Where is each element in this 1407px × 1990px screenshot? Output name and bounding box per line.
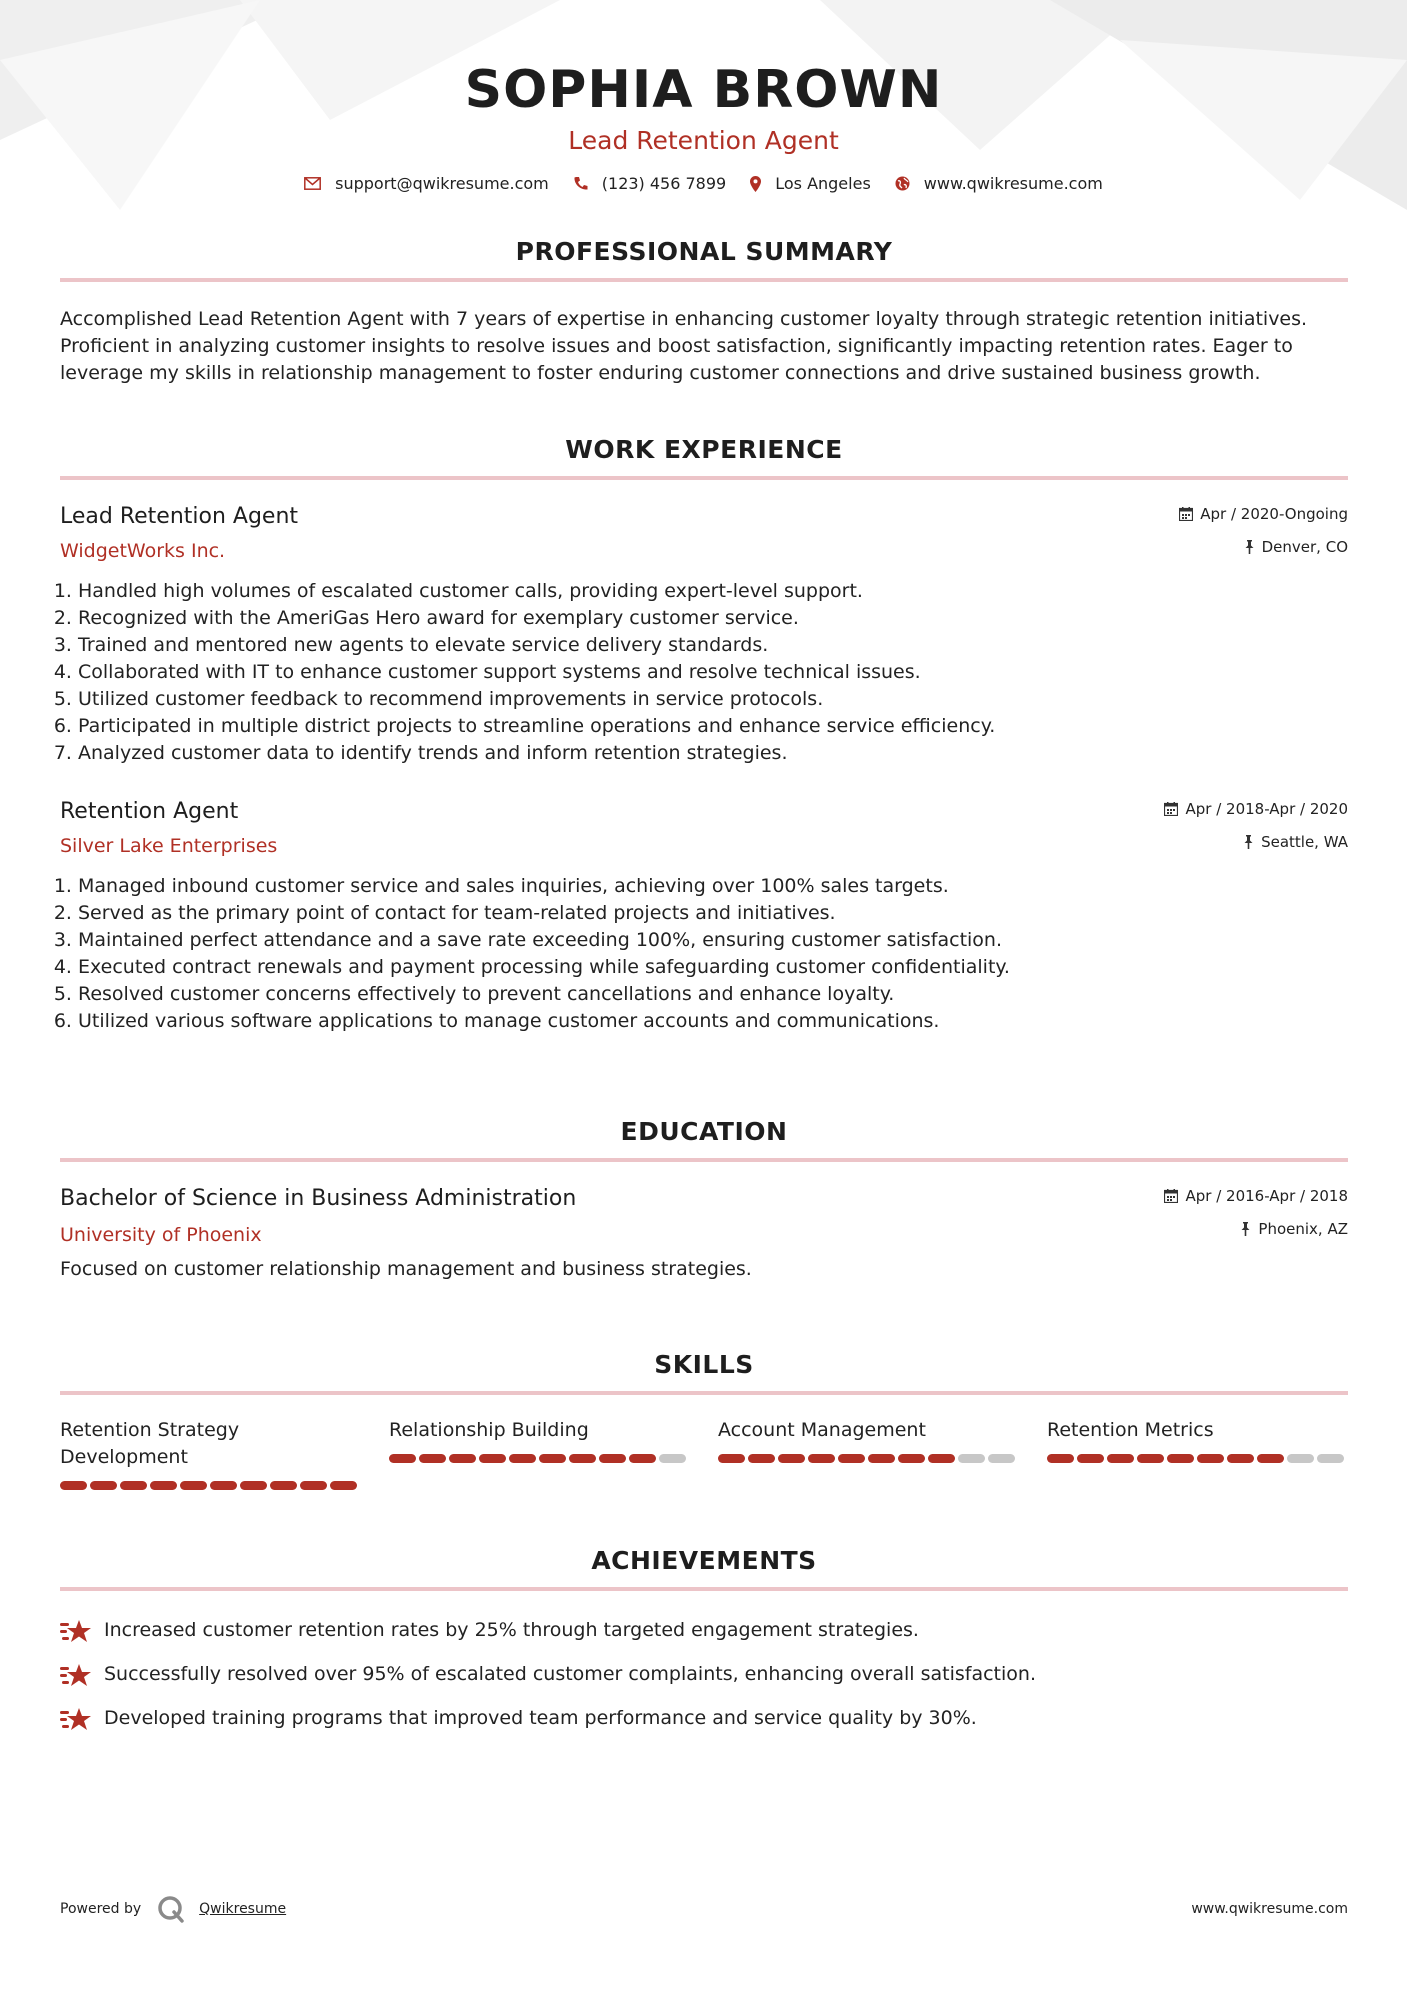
brand-link[interactable]: Qwikresume [199,1901,287,1917]
skills-section [60,1349,1348,1490]
pushpin-icon [1243,835,1254,849]
education-location-text: Phoenix, AZ [1258,1220,1348,1238]
skill-segment-filled [1257,1454,1284,1463]
job-dates [1179,502,1348,526]
star-icon [60,1663,92,1687]
contact-bar [0,174,1407,193]
job-dates [1164,797,1348,821]
job-bullets [60,578,1348,767]
contact-phone[interactable] [573,174,726,193]
list-item: 5. Resolved customer concerns effectively to prevent cancellations and enhance loyalty. [78,981,1348,1008]
job-dates-text: Apr / 2018-Apr / 2020 [1185,800,1348,818]
summary-text: Accomplished Lead Retention Agent with 7 years of expertise in enhancing customer loyalty through strategic retention initiatives. Proficient in analyzing customer insights to resolve issues and boost satisfaction, significantly impacting retention rates. Eager to leverage my skills in relationship management to foster enduring customer connections and drive sustained business growth. [60,308,1308,384]
job-entry [60,797,1348,1035]
skill-segment-filled [90,1481,117,1490]
skill-segment-filled [778,1454,805,1463]
achievements-list [60,1617,1348,1732]
section-divider [60,476,1348,480]
calendar-icon [1164,1189,1178,1203]
star-icon [60,1707,92,1731]
skill-name: Account Management [718,1419,926,1441]
skill-segment-filled [449,1454,476,1463]
skill-segment-filled [928,1454,955,1463]
job-title: Lead Retention Agent [60,504,299,529]
skill-item [1047,1417,1347,1490]
star-icon [60,1619,92,1643]
job-meta [1164,797,1348,854]
achievements-heading: ACHIEVEMENTS [591,1546,817,1575]
list-item: 4. Collaborated with IT to enhance customer support systems and resolve technical issues. [78,659,1348,686]
qwikresume-logo-icon [157,1895,185,1923]
contact-location [750,174,871,193]
map-pin-icon [750,176,761,192]
job-title: Retention Agent [60,799,239,824]
footer-website[interactable]: www.qwikresume.com [1191,1901,1348,1917]
education-degree: Bachelor of Science in Business Administration [60,1186,577,1211]
education-school: University of Phoenix [60,1224,262,1246]
achievement-item [60,1661,1348,1688]
skill-level-bar [1047,1454,1347,1463]
job-company: Silver Lake Enterprises [60,835,278,857]
calendar-icon [1164,802,1178,816]
education-section [60,1116,1348,1283]
achievement-item [60,1705,1348,1732]
envelope-icon [304,177,321,190]
skill-segment-filled [389,1454,416,1463]
section-divider [60,1391,1348,1395]
skill-segment-filled [1197,1454,1224,1463]
education-meta [1164,1184,1348,1241]
skill-segment-filled [1047,1454,1074,1463]
achievement-item [60,1617,1348,1644]
skill-level-bar [718,1454,1018,1463]
contact-phone-text: (123) 456 7899 [601,174,727,193]
skill-segment-filled [1107,1454,1134,1463]
footer-branding [60,1895,286,1923]
skill-segment-filled [509,1454,536,1463]
list-item: 6. Participated in multiple district projects to streamline operations and enhance service efficiency. [78,713,1348,740]
skill-level-bar [60,1481,360,1490]
list-item: 1. Managed inbound customer service and sales inquiries, achieving over 100% sales targets. [78,873,1348,900]
education-entry [60,1184,1348,1283]
education-description: Focused on customer relationship management and business strategies. [60,1258,752,1280]
skill-segment-filled [150,1481,177,1490]
job-entry [60,502,1348,767]
skill-segment-empty [1287,1454,1314,1463]
skill-segment-filled [539,1454,566,1463]
skill-segment-filled [898,1454,925,1463]
list-item: 3. Maintained perfect attendance and a save rate exceeding 100%, ensuring customer satisfaction. [78,927,1348,954]
skill-segment-filled [599,1454,626,1463]
job-company: WidgetWorks Inc. [60,540,226,562]
job-location [1179,535,1348,559]
skill-segment-filled [60,1481,87,1490]
achievements-section [60,1545,1348,1732]
calendar-icon [1179,507,1193,521]
skill-segment-filled [120,1481,147,1490]
skill-item [718,1417,1018,1490]
skill-segment-filled [419,1454,446,1463]
contact-website-text: www.qwikresume.com [923,174,1103,193]
job-dates-text: Apr / 2020-Ongoing [1200,505,1348,523]
skill-segment-filled [1227,1454,1254,1463]
pushpin-icon [1240,1222,1251,1236]
skill-segment-filled [1137,1454,1164,1463]
skill-name: Relationship Building [389,1419,589,1441]
skill-level-bar [389,1454,689,1463]
list-item: 4. Executed contract renewals and payment processing while safeguarding customer confidentiality. [78,954,1348,981]
contact-website[interactable] [895,174,1103,193]
list-item: 7. Analyzed customer data to identify trends and inform retention strategies. [78,740,1348,767]
phone-icon [573,176,588,191]
contact-location-text: Los Angeles [775,174,871,193]
achievement-text: Successfully resolved over 95% of escalated customer complaints, enhancing overall satisfaction. [104,1663,1036,1685]
skill-segment-filled [479,1454,506,1463]
skill-segment-filled [868,1454,895,1463]
skill-segment-empty [1317,1454,1344,1463]
powered-by-label: Powered by [60,1901,142,1917]
skill-segment-filled [748,1454,775,1463]
skill-segment-filled [838,1454,865,1463]
skill-segment-filled [240,1481,267,1490]
skill-segment-filled [210,1481,237,1490]
experience-heading: WORK EXPERIENCE [565,435,843,464]
summary-heading: PROFESSIONAL SUMMARY [515,237,893,266]
education-location [1164,1217,1348,1241]
education-dates-text: Apr / 2016-Apr / 2018 [1185,1187,1348,1205]
skill-segment-empty [659,1454,686,1463]
skill-segment-filled [629,1454,656,1463]
job-bullets [60,873,1348,1035]
page-footer [60,1895,1348,1923]
summary-section [60,236,1348,387]
job-location [1164,830,1348,854]
candidate-name: SOPHIA BROWN [464,60,943,120]
achievement-text: Increased customer retention rates by 25% through targeted engagement strategies. [104,1619,919,1641]
list-item: 2. Recognized with the AmeriGas Hero award for exemplary customer service. [78,605,1348,632]
contact-email[interactable] [304,174,549,193]
list-item: 2. Served as the primary point of contact for team-related projects and initiatives. [78,900,1348,927]
list-item: 3. Trained and mentored new agents to elevate service delivery standards. [78,632,1348,659]
skill-item [389,1417,689,1490]
skill-segment-filled [1167,1454,1194,1463]
skill-segment-filled [300,1481,327,1490]
skill-segment-filled [808,1454,835,1463]
skill-segment-empty [958,1454,985,1463]
pushpin-icon [1244,540,1255,554]
candidate-role: Lead Retention Agent [568,126,839,155]
education-heading: EDUCATION [620,1117,788,1146]
skill-segment-filled [718,1454,745,1463]
skills-list [60,1417,1348,1490]
skill-segment-filled [180,1481,207,1490]
section-divider [60,278,1348,282]
list-item: 6. Utilized various software applications to manage customer accounts and communications. [78,1008,1348,1035]
skill-segment-empty [988,1454,1015,1463]
job-meta [1179,502,1348,559]
section-divider [60,1587,1348,1591]
skills-heading: SKILLS [654,1350,754,1379]
globe-icon [895,176,910,191]
skill-segment-filled [330,1481,357,1490]
skill-item [60,1417,360,1490]
skill-name: Retention Metrics [1047,1419,1214,1441]
list-item: 5. Utilized customer feedback to recommend improvements in service protocols. [78,686,1348,713]
job-location-text: Seattle, WA [1261,833,1348,851]
job-location-text: Denver, CO [1261,538,1348,556]
section-divider [60,1158,1348,1162]
resume-header [0,0,1407,193]
list-item: 1. Handled high volumes of escalated customer calls, providing expert-level support. [78,578,1348,605]
skill-segment-filled [1077,1454,1104,1463]
contact-email-text: support@qwikresume.com [335,174,549,193]
education-dates [1164,1184,1348,1208]
achievement-text: Developed training programs that improved team performance and service quality by 30%. [104,1707,977,1729]
skill-name: Retention Strategy Development [60,1419,240,1468]
skill-segment-filled [270,1481,297,1490]
experience-section [60,434,1348,1035]
skill-segment-filled [569,1454,596,1463]
